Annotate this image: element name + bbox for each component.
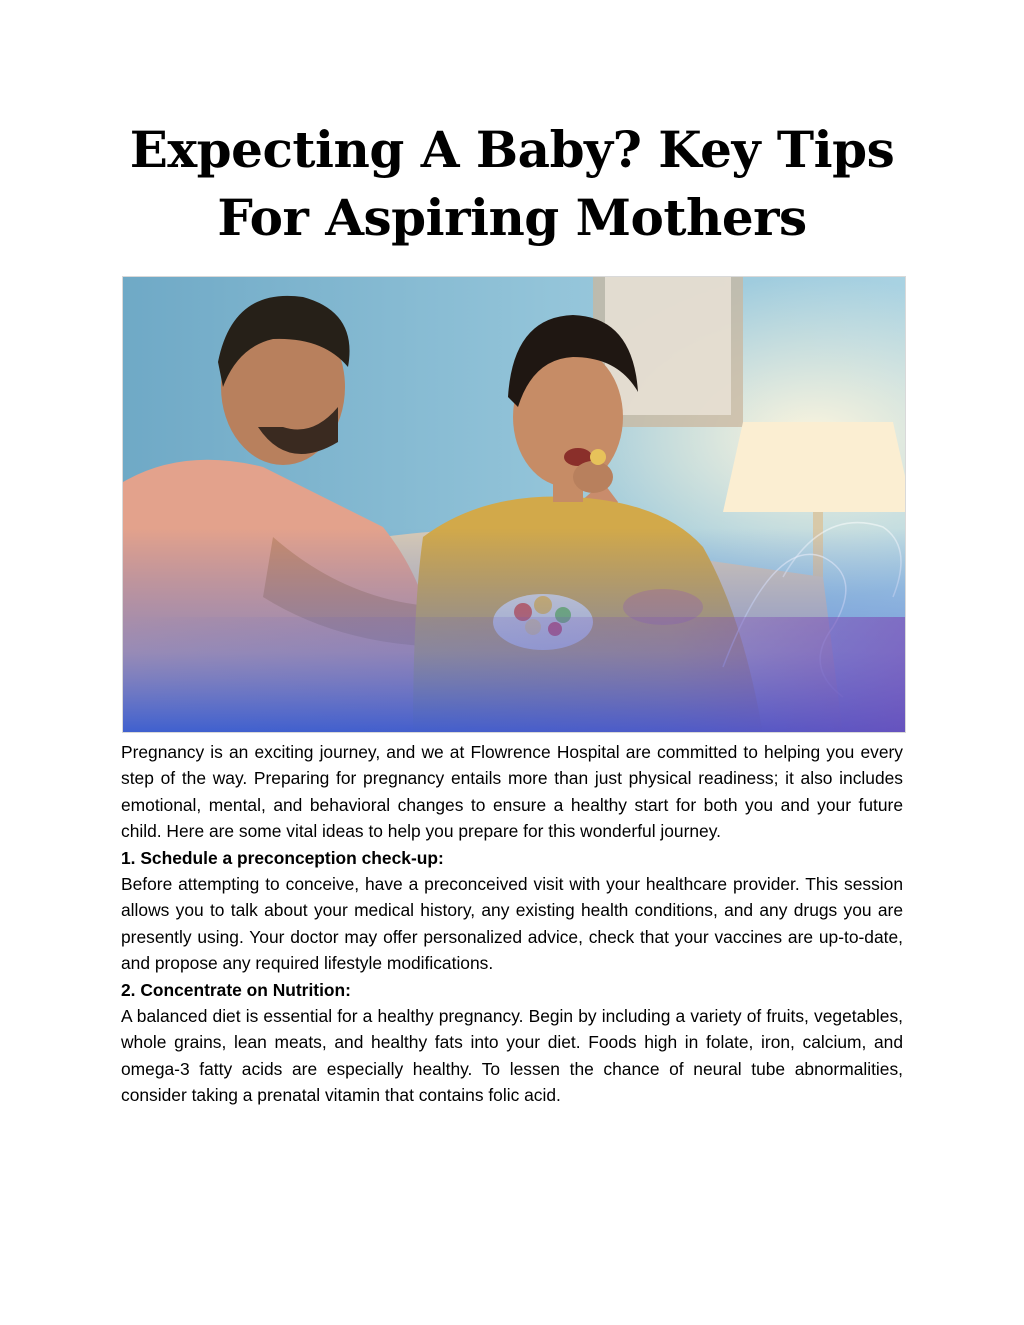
title-line-2: For Aspiring Mothers (217, 188, 807, 247)
section-heading: 2. Concentrate on Nutrition: (121, 979, 351, 1000)
hero-image (122, 276, 906, 733)
couple-feeding-fruit-photo-icon (123, 277, 906, 733)
title-line-1: Expecting A Baby? Key Tips (129, 120, 895, 179)
section-paragraph: Before attempting to conceive, have a preconceived visit with your healthcare provider. This session allows you to talk about your medical history, any existing health conditions, and any drugs you are presently using. Your doctor may offer personalized advice, check that your vaccines are up-to-date, and propose any required lifestyle modifications. (121, 874, 903, 974)
article-body (121, 739, 903, 1109)
section-heading: 1. Schedule a preconception check-up: (121, 847, 444, 868)
intro-paragraph: Pregnancy is an exciting journey, and we at Flowrence Hospital are committed to helping you every step of the way. Preparing for pregnancy entails more than just physical readiness; it also includes emotional, mental, and behavioral changes to ensure a healthy start for both you and your future child. Here are some vital ideas to help you prepare for this wonderful journey. (121, 742, 903, 842)
page-title (90, 116, 934, 252)
section-paragraph: A balanced diet is essential for a healthy pregnancy. Begin by including a variety of fruits, vegetables, whole grains, lean meats, and healthy fats into your diet. Foods high in folate, iron, calcium, and omega-3 fatty acids are especially healthy. To lessen the chance of neural tube abnormalities, consider taking a prenatal vitamin that contains folic acid. (121, 1006, 903, 1106)
